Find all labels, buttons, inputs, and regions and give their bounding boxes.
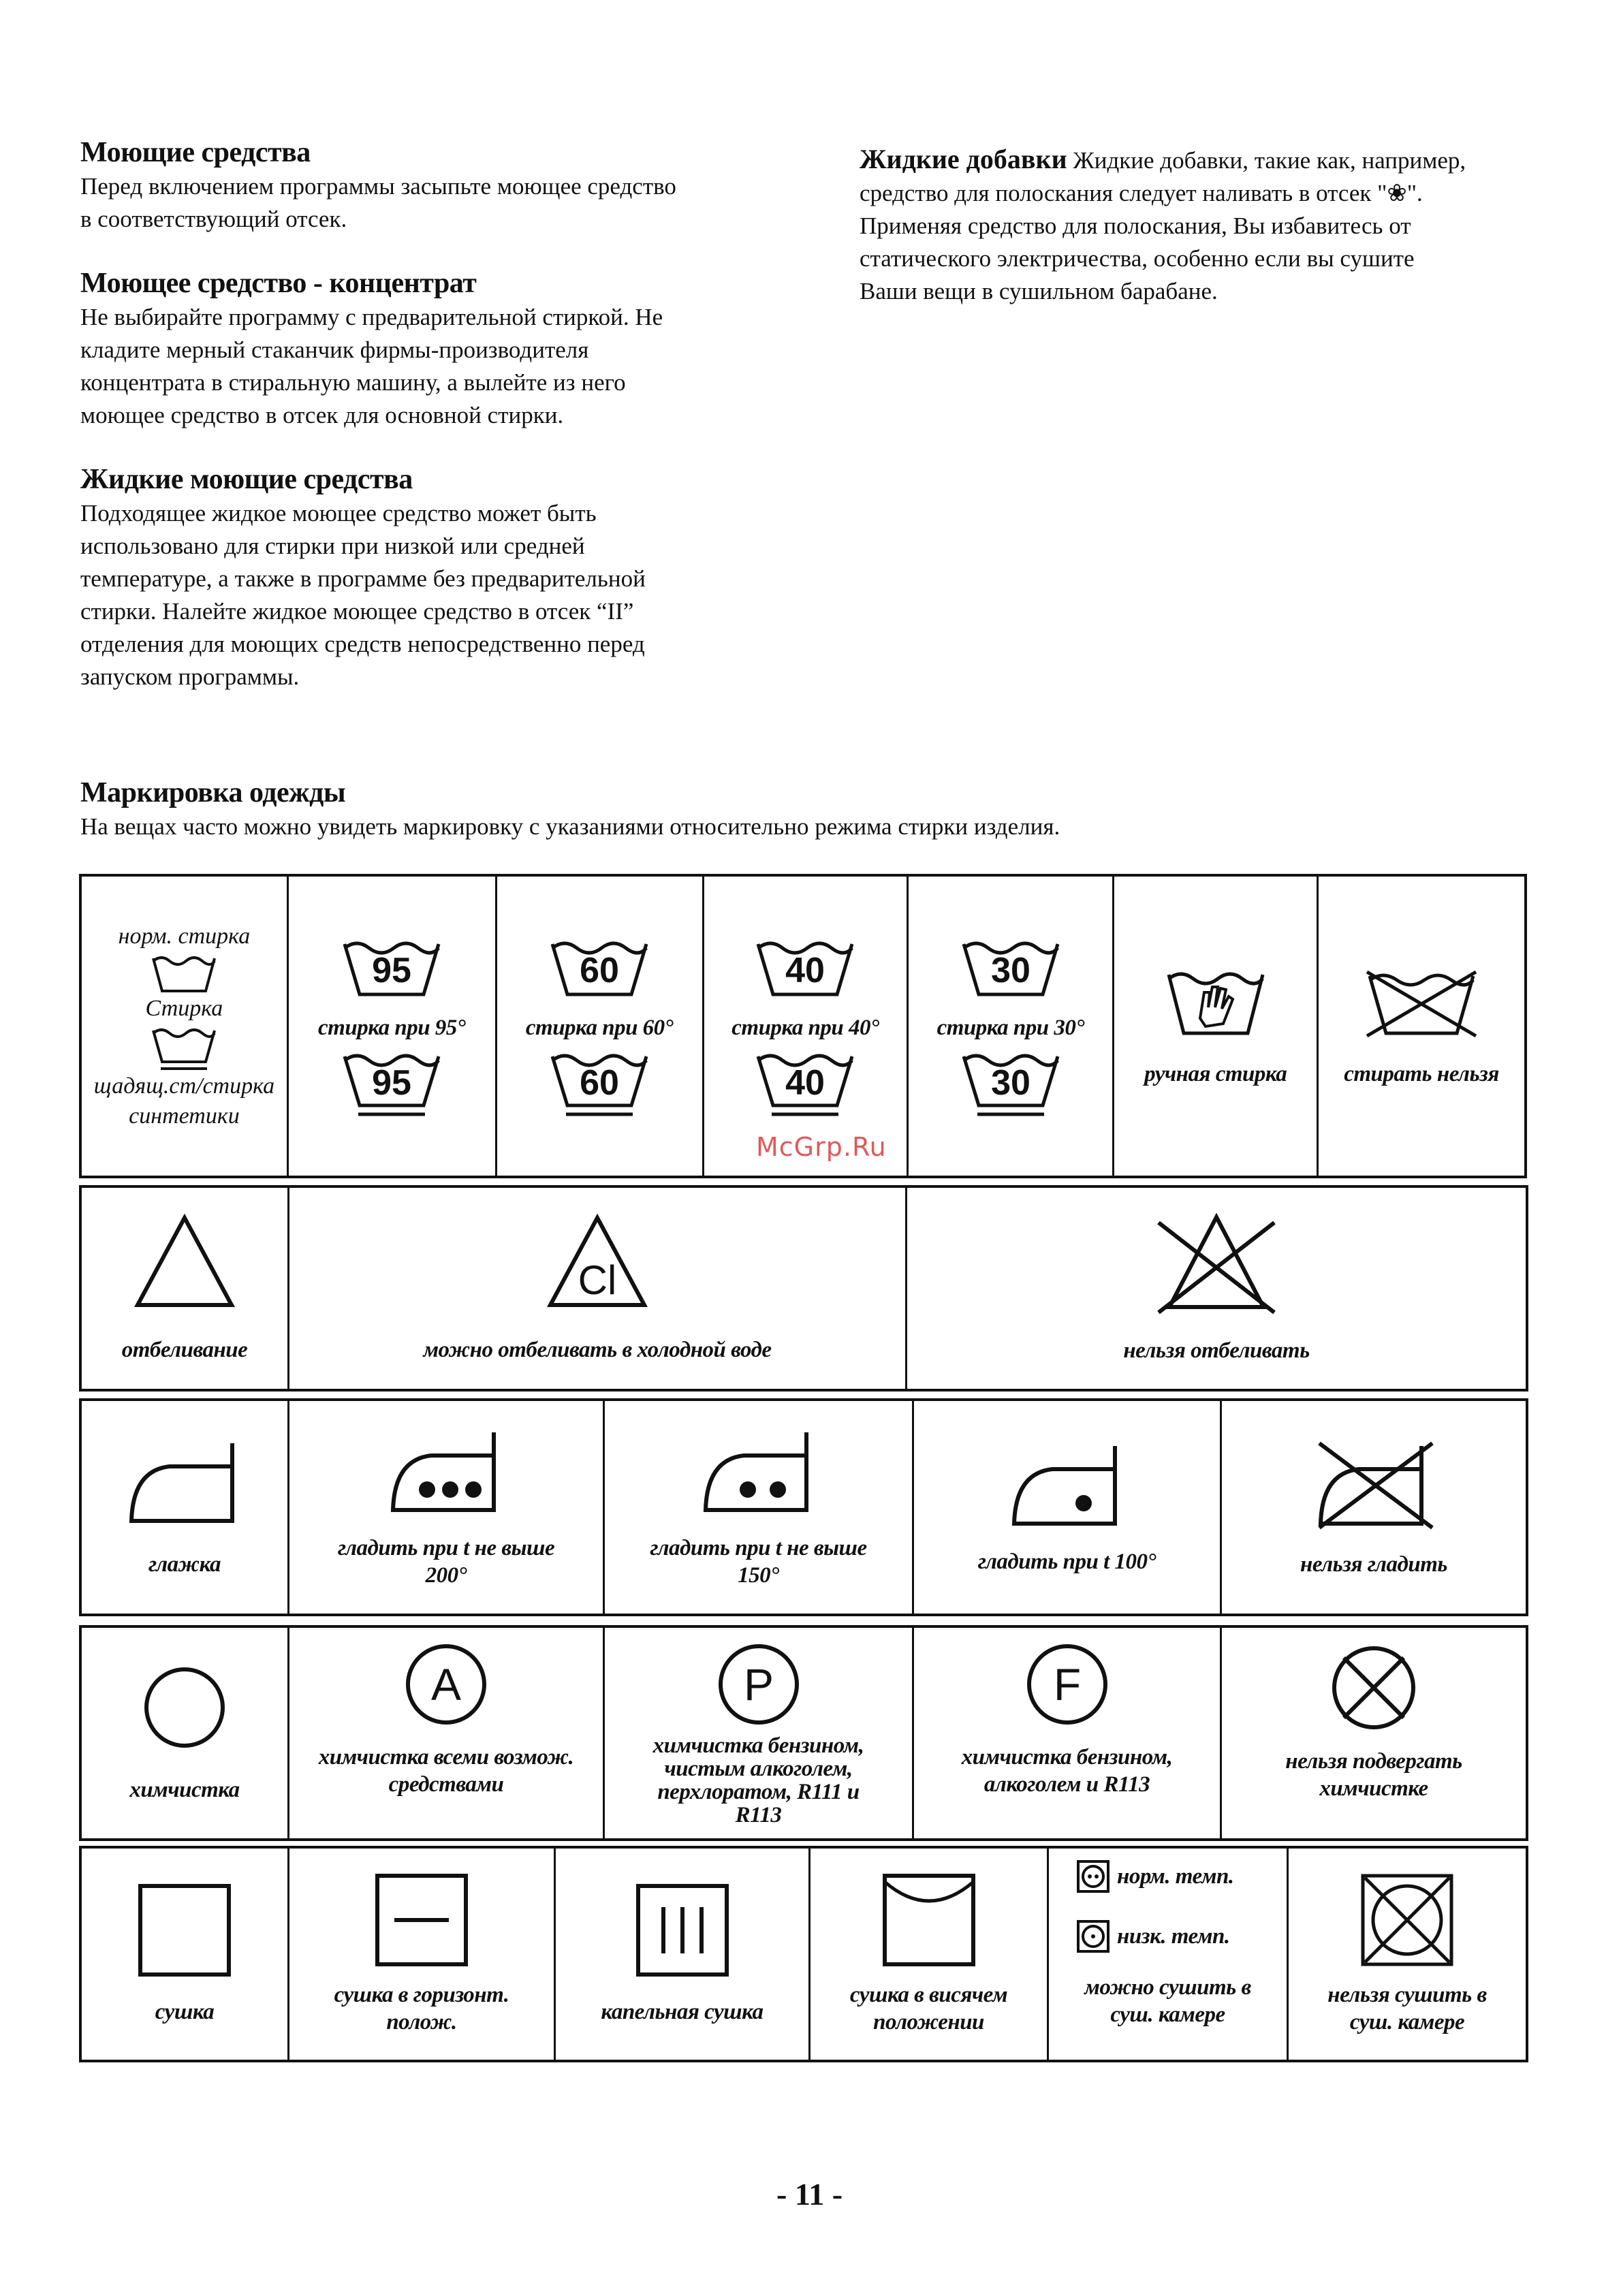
circle-icon (140, 1663, 229, 1752)
svg-text:P: P (743, 1659, 774, 1710)
tumble-low-icon (1076, 1919, 1110, 1953)
iron-100-cell: гладить при t 100° (914, 1401, 1222, 1614)
svg-text:60: 60 (580, 1063, 620, 1103)
page-number: - 11 - (776, 2177, 843, 2212)
wash-cell-60: 60 стирка при 60° 60 (497, 877, 704, 1176)
iron-two-dots-icon (697, 1426, 820, 1514)
section-text: На вещах часто можно увидеть маркировку с указаниями относительно режима стирки изделия. (80, 813, 1060, 840)
svg-text:95: 95 (372, 950, 412, 990)
dry-clean-p-cell: P химчистка бензином, чистым алкоголем, перхлоратом, R111 и R113 (605, 1628, 914, 1838)
no-dry-clean-icon (1326, 1640, 1421, 1735)
line-dry-cell: сушка в висячем положении (810, 1849, 1049, 2060)
section-detergents (80, 136, 802, 236)
section-text: Подходящее жидкое моющее средство может быть использовано для стирки при низкой или средней температуре, а также в программе без предварительной стирки. Налейте жидкое моющее средство в отсек “II” отделения для моющих средств непосредственно перед запуском программы. (80, 500, 646, 690)
watermark: McGrp.Ru (756, 1132, 887, 1162)
wash-cell-30: 30 стирка при 30° 30 (909, 877, 1114, 1176)
svg-text:95: 95 (372, 1063, 412, 1103)
section-text: Не выбирайте программу с предварительной стиркой. Не кладите мерный стаканчик фирмы-производителя концентрата в стиральную машину, а вылейте из него моющее средство в отсек для основной стирки. (80, 304, 663, 428)
wash-tub-icon (150, 952, 218, 994)
wash-cell-normal: норм. стирка Стирка щадящ.ст/стирка синтетики (82, 877, 289, 1176)
circle-f-icon (1023, 1640, 1112, 1729)
dry-symbols-row (79, 1846, 1528, 2062)
iron-three-dots-icon (385, 1426, 507, 1514)
section-text: Перед включением программы засыпьте моющее средство в соответствующий отсек. (80, 173, 676, 232)
left-column (80, 136, 802, 725)
svg-text:60: 60 (580, 950, 620, 990)
section-title: Моющие средства (80, 137, 311, 168)
dry-clean-a-cell: A химчистка всеми возмож. средствами (289, 1628, 605, 1838)
section-concentrate (80, 267, 802, 432)
wash-95-gentle-icon (341, 1047, 443, 1118)
dry-clean-f-cell: F химчистка бензином, алкоголем и R113 (914, 1628, 1222, 1838)
drip-dry-cell: капельная сушка (556, 1849, 810, 2060)
circle-a-icon (402, 1640, 490, 1729)
iron-one-dot-icon (1006, 1439, 1129, 1528)
wash-cell-95: 95 стирка при 95° 95 (289, 877, 497, 1176)
wash-cell-hand: ручная стирка (1114, 877, 1319, 1176)
wash-cell-no: стирать нельзя (1319, 877, 1524, 1176)
wash-60-icon (548, 934, 650, 999)
wash-40-icon (754, 934, 856, 999)
wash-95-icon (341, 934, 443, 999)
svg-text:A: A (430, 1659, 462, 1710)
iron-icon (123, 1436, 246, 1525)
svg-text:F: F (1053, 1659, 1081, 1710)
no-wash-icon (1360, 965, 1483, 1040)
section-liquid-additives (860, 143, 1581, 308)
circle-p-icon (714, 1640, 803, 1729)
tumble-dry-cell: норм. темп. низк. темп. можно сушить в суш. камере (1049, 1849, 1289, 2060)
iron-cell: глажка (82, 1401, 289, 1614)
section-title: Моющее средство - концентрат (80, 268, 477, 299)
bleach-cold-cell: Cl можно отбеливать в холодной воде (289, 1188, 907, 1389)
triangle-cl-icon (546, 1214, 648, 1309)
bleach-symbols-row (79, 1185, 1528, 1391)
svg-text:30: 30 (990, 1063, 1030, 1103)
iron-200-cell: гладить при t не выше 200° (289, 1401, 605, 1614)
no-tumble-dry-icon (1359, 1872, 1455, 1968)
svg-text:30: 30 (990, 950, 1030, 990)
iron-150-cell: гладить при t не выше 150° (605, 1401, 914, 1614)
svg-text:40: 40 (785, 950, 825, 990)
dry-cell: сушка (82, 1849, 289, 2060)
dry-flat-cell: сушка в горизонт. полож. (289, 1849, 556, 2060)
tumble-normal-icon (1076, 1859, 1110, 1893)
hand-wash-icon (1165, 965, 1267, 1040)
drip-dry-icon (635, 1883, 730, 1978)
no-iron-icon (1306, 1436, 1442, 1532)
dry-clean-symbols-row (79, 1625, 1528, 1841)
no-bleach-cell: нельзя отбеливать (907, 1188, 1526, 1389)
triangle-icon (133, 1214, 236, 1309)
no-dry-clean-cell: нельзя подвергать химчистке (1222, 1628, 1526, 1838)
dry-flat-icon (374, 1872, 469, 1968)
wash-30-gentle-icon (960, 1047, 1062, 1118)
wash-40-gentle-icon (754, 1047, 856, 1118)
wash-30-icon (960, 934, 1062, 999)
iron-symbols-row (79, 1398, 1528, 1616)
bleach-cell: отбеливание (82, 1188, 289, 1389)
section-title: Маркировка одежды (80, 777, 346, 808)
wash-gentle-icon (150, 1024, 218, 1071)
wash-60-gentle-icon (548, 1047, 650, 1118)
no-iron-cell: нельзя гладить (1222, 1401, 1526, 1614)
section-title: Жидкие добавки (860, 144, 1067, 174)
wash-cell-40: 40 стирка при 40° 40 (704, 877, 909, 1176)
section-liquid-detergents (80, 463, 802, 693)
dry-clean-cell: химчистка (82, 1628, 289, 1838)
section-text: Жидкие добавки Жидкие добавки, такие как, например, средство для полоскания следует наливать в отсек "❀". Применяя средство для полоскания, Вы избавитесь от статического электричества, особенно если вы сушите Ваши вещи в сушильном барабане. (860, 144, 1466, 304)
section-clothing-marking (80, 776, 1511, 843)
section-title: Жидкие моющие средства (80, 464, 413, 495)
no-tumble-dry-cell: нельзя сушить в суш. камере (1289, 1849, 1526, 2060)
svg-text:40: 40 (785, 1063, 825, 1103)
no-bleach-icon (1145, 1213, 1288, 1315)
square-icon (137, 1883, 232, 1978)
svg-text:Cl: Cl (578, 1257, 617, 1303)
line-dry-icon (881, 1872, 977, 1968)
